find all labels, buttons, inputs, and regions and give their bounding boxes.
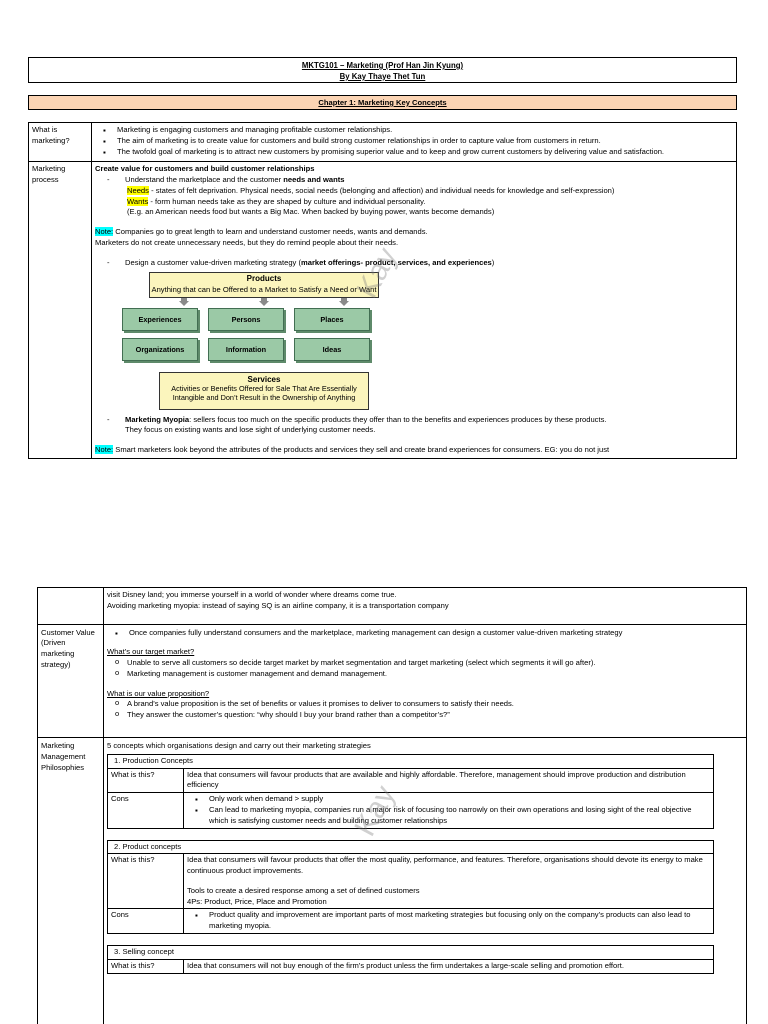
philosophies-intro: 5 concepts which organisations design and carry out their marketing strategies: [107, 741, 371, 751]
services-subtitle: Intangible and Don’t Result in the Ownership of Anything: [172, 392, 356, 402]
myopia-term: Marketing Myopia: [125, 414, 190, 424]
services-box: [159, 372, 369, 410]
myopia-continued: They focus on existing wants and lose sight of underlying customer needs.: [125, 425, 376, 435]
target-market-list: [107, 658, 743, 680]
step-design-strategy: - Design a customer value-driven marketing strategy (market offerings- product, services, and experiences): [107, 257, 495, 267]
products-services-diagram: [119, 272, 389, 412]
document-header: [28, 57, 737, 83]
list-item: o They answer the customer’s question: “why should I buy your brand rather than a competitor’s?”: [115, 710, 743, 721]
continuation-text: Avoiding marketing myopia: instead of saying SQ is an airline company, it is a transportation company: [107, 600, 449, 610]
four-ps-text: 4Ps: Product, Price, Place and Promotion: [187, 896, 327, 906]
row-label: Cons: [108, 909, 184, 934]
concept-definition: Idea that consumers will not buy enough of the firm’s product unless the firm undertakes a large-scale selling and promotion effort.: [184, 959, 714, 973]
tools-text: Tools to create a desired response among a set of defined customers: [187, 885, 420, 895]
row-label: What is marketing?: [29, 123, 92, 162]
list-item: ▪ The twofold goal of marketing is to attract new customers by promising superior value and to keep and grow current customers by delivering value and satisfaction.: [103, 147, 733, 158]
needs-term: Needs: [127, 185, 149, 195]
watermark: Kay: [350, 242, 404, 304]
list-item: o A brand’s value proposition is the set of benefits or values it promises to deliver to consumers to satisfy their needs.: [115, 699, 743, 710]
concept-definition: Idea that consumers will favour products that are available and highly affordable. Therefore, management should improve production and distribution efficiency: [184, 768, 714, 793]
row-philosophies: [38, 738, 747, 1024]
author-line: By Kay Thaye Thet Tun: [339, 72, 426, 81]
row-continuation: [38, 588, 747, 625]
products-title: Products: [246, 273, 282, 283]
offering-box: Persons: [208, 308, 284, 331]
selling-concept-table: [107, 945, 714, 974]
watermark: Kay: [348, 780, 402, 842]
list-item: ▪ The aim of marketing is to create value for customers and build strong customer relationships in order to capture value from customers in return.: [103, 136, 733, 147]
list-item: o Marketing management is customer management and demand management.: [115, 669, 743, 680]
row-what-is-marketing: [29, 123, 737, 162]
row-label: Marketing Management Philosophies: [38, 738, 104, 1024]
concept-title: 3. Selling concept: [108, 945, 714, 959]
row-customer-value: [38, 624, 747, 737]
row-label: What is this?: [108, 854, 184, 909]
product-concept-table: [107, 840, 714, 934]
list-item: ▪ Marketing is engaging customers and managing profitable customer relationships.: [103, 125, 733, 136]
example-text: (E.g. an American needs food but wants a Big Mac. When backed by buying power, wants become demands): [127, 207, 495, 217]
row-marketing-process: [29, 162, 737, 459]
wants-term: Wants: [127, 196, 149, 206]
note-label: Note:: [95, 445, 114, 455]
note-label: Note:: [95, 227, 114, 237]
value-proposition-list: [107, 699, 743, 721]
note-paragraph: Note: Smart marketers look beyond the attributes of the products and services they sell and create brand experiences for consumers. EG: you do not just: [95, 445, 610, 455]
target-market-question: What’s our target market?: [107, 647, 195, 657]
list-item: ▪ Once companies fully understand consumers and the marketplace, marketing management can design a customer value-driven marketing strategy: [115, 628, 743, 639]
wants-definition: Wants - form human needs take as they are shaped by culture and individual personality.: [127, 196, 426, 206]
customer-value-bullets: [107, 628, 743, 639]
services-subtitle: Activities or Benefits Offered for Sale That Are Essentially: [171, 383, 357, 393]
row-label: What is this?: [108, 959, 184, 973]
offering-box: Places: [294, 308, 370, 331]
section-heading: Create value for customers and build customer relationships: [95, 164, 315, 174]
row-label: Customer Value (Driven marketing strategy): [38, 624, 104, 737]
value-proposition-question: What is our value proposition?: [107, 688, 210, 698]
course-title: MKTG101 – Marketing (Prof Han Jin Kyung): [301, 61, 464, 70]
note-paragraph-2: Marketers do not create unnecessary needs, but they do remind people about their needs.: [95, 238, 399, 248]
row-label: What is this?: [108, 768, 184, 793]
marketing-myopia: - Marketing Myopia: sellers focus too much on the specific products they offer than to the benefits and experiences produces by these products.: [107, 414, 607, 424]
offering-box: Organizations: [122, 338, 198, 361]
down-arrow-icon: [259, 298, 269, 306]
services-title: Services: [247, 374, 281, 384]
note-paragraph: Note: Companies go to great length to learn and understand customer needs, wants and demands.: [95, 227, 428, 237]
concepts-table-page2: [37, 587, 747, 1024]
row-label: Marketing process: [29, 162, 92, 459]
offering-box: Experiences: [122, 308, 198, 331]
products-box: [149, 272, 379, 298]
list-item: o Unable to serve all customers so decide target market by market segmentation and target marketing (select which segments it will go after).: [115, 658, 743, 669]
row-label: Cons: [108, 793, 184, 828]
continuation-text: visit Disney land; you immerse yourself in a world of wonder where dreams come true.: [107, 590, 397, 599]
concept-title: 2. Product concepts: [108, 840, 714, 854]
offering-box: Information: [208, 338, 284, 361]
step-understand: - Understand the marketplace and the customer needs and wants: [107, 175, 345, 185]
concepts-table-page1: [28, 122, 737, 459]
chapter-title: Chapter 1: Marketing Key Concepts: [28, 95, 737, 110]
list-item: ▪ Product quality and improvement are important parts of most marketing strategies but focusing only on the company’s products can also lead to marketing myopia.: [195, 910, 710, 932]
marketing-bullets: [95, 125, 733, 157]
production-concept-table: [107, 754, 714, 829]
needs-definition: Needs - states of felt deprivation. Physical needs, social needs (belonging and affection) and individual needs for knowledge and self-expression): [127, 185, 615, 195]
down-arrow-icon: [179, 298, 189, 306]
concept-title: 1. Production Concepts: [108, 754, 714, 768]
concept-definition: Idea that consumers will favour products that offer the most quality, performance, and features. Therefore, organisations should devote its energy to make continuous product improvements.: [187, 855, 703, 876]
list-item: ▪ Can lead to marketing myopia, companies run a major risk of focusing too narrowly on their own operations and losing sight of the real objective which is satisfying customer needs and building customer relationships: [195, 805, 710, 827]
down-arrow-icon: [339, 298, 349, 306]
cons-list: [187, 910, 710, 932]
offering-box: Ideas: [294, 338, 370, 361]
list-item: ▪ Only work when demand > supply: [195, 794, 710, 805]
cons-list: [187, 794, 710, 826]
products-subtitle: Anything that can be Offered to a Market to Satisfy a Need or Want: [151, 284, 377, 294]
